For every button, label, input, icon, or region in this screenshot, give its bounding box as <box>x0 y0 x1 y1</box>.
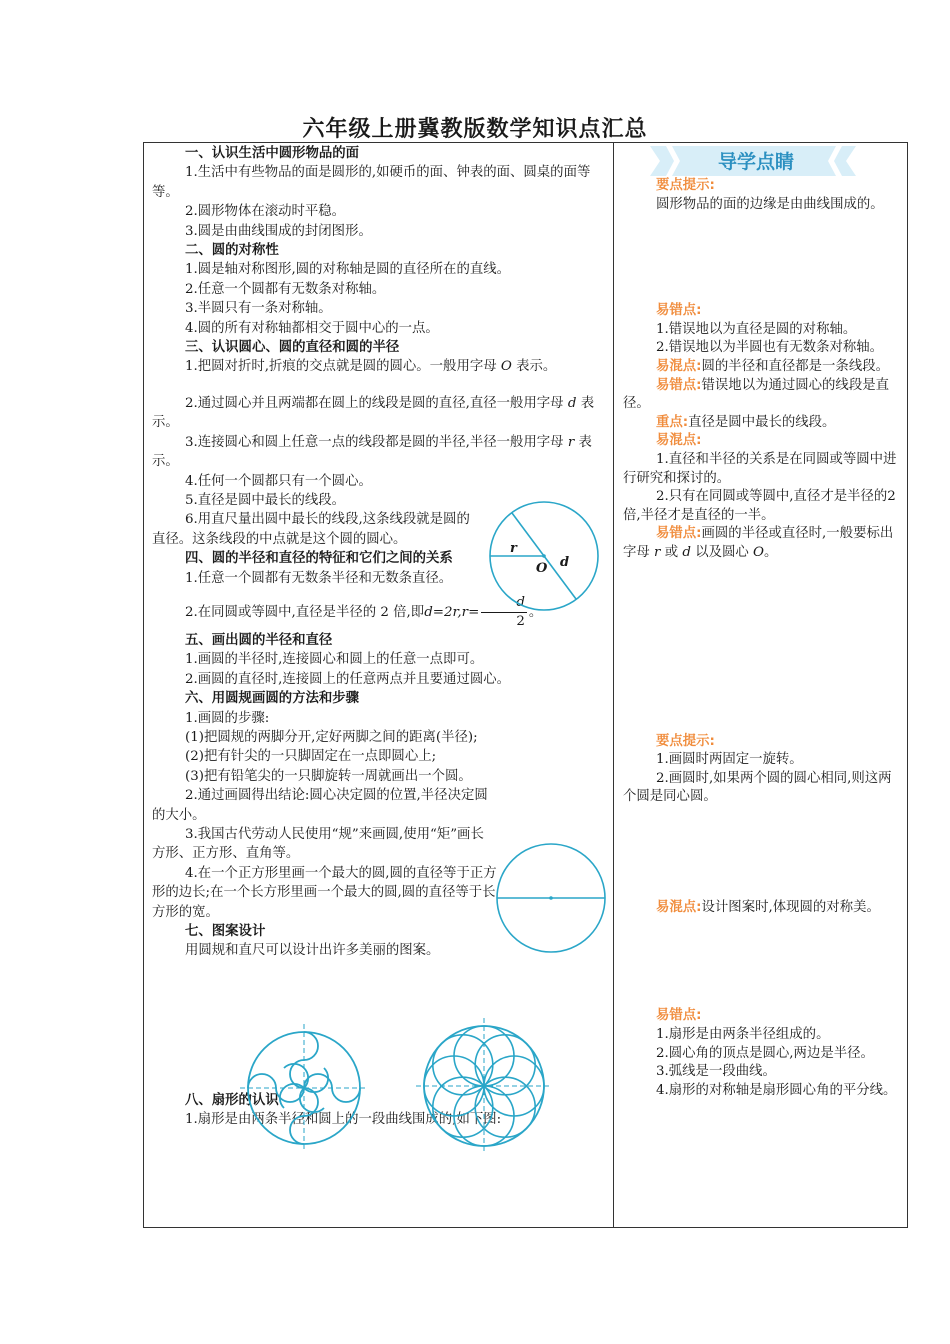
note-text: 1.画圆时两固定一旋转。 <box>656 752 803 768</box>
note-text: 1.错误地以为直径是圆的对称轴。 <box>656 321 857 337</box>
note-text: 重点:直径是圆中最长的线段。 <box>656 414 836 430</box>
section-1-heading: 一、认识生活中圆形物品的面 <box>185 146 360 161</box>
note-text: 易混点:圆的半径和直径都是一条线段。 <box>656 358 889 374</box>
section-4-heading: 四、圆的半径和直径的特征和它们之间的关系 <box>185 551 453 567</box>
note-text: 易错点:画圆的半径或直径时,一般要标出字母 r 或 d 以及圆心 O。 <box>623 526 894 560</box>
para: 1.画圆的半径时,连接圆心和圆上的任意一点即可。 <box>185 652 484 668</box>
para: 3.我国古代劳动人民使用“规”来画圆,使用“矩”画长方形、正方形、直角等。 <box>152 827 484 862</box>
note-text: 1.扇形是由两条半径组成的。 <box>656 1027 830 1043</box>
center-dot <box>549 896 553 900</box>
note-text: 2.画圆时,如果两个圆的圆心相同,则这两个圆是同心圆。 <box>623 770 892 805</box>
para: 1.画圆的步骤: <box>185 710 270 726</box>
note-tag: 易错点: <box>656 303 702 319</box>
note-tag: 要点提示: <box>656 178 715 193</box>
para: 1.把圆对折时,折痕的交点就是圆的圆心。一般用字母 O 表示。 <box>185 359 557 375</box>
note-text: 圆形物品的面的边缘是由曲线围成的。 <box>656 196 884 212</box>
section-8-heading: 八、扇形的认识 <box>185 1092 279 1108</box>
para: 2.任意一个圆都有无数条对称轴。 <box>185 281 386 297</box>
para: 1.生活中有些物品的面是圆形的,如硬币的面、钟表的面、圆桌的面等等。 <box>152 165 591 200</box>
para: 2.通过圆心并且两端都在圆上的线段是圆的直径,直径一般用字母 d 表示。 <box>152 395 595 431</box>
para: 3.圆是由曲线围成的封闭图形。 <box>185 223 372 239</box>
note-text: 2.错误地以为半圆也有无数条对称轴。 <box>656 340 884 356</box>
para: 4.任何一个圆都只有一个圆心。 <box>185 473 372 489</box>
circle-radius-diameter-figure <box>488 500 602 614</box>
para: 1.任意一个圆都有无数条半径和无数条直径。 <box>185 570 453 586</box>
column-divider <box>613 142 614 1228</box>
rosette-pattern-figure <box>414 1016 554 1156</box>
step: (3)把有铅笔尖的一只脚旋转一周就画出一个圆。 <box>185 768 472 784</box>
note-text: 2.只有在同圆或等圆中,直径才是半径的2倍,半径才是直径的一半。 <box>623 489 896 523</box>
main-column <box>152 144 607 1130</box>
banner-title: 导学点睛 <box>717 151 795 173</box>
section-2-heading: 二、圆的对称性 <box>185 243 279 259</box>
para: 2.圆形物体在滚动时平稳。 <box>185 204 346 220</box>
page-title: 六年级上册冀教版数学知识点汇总 <box>302 117 648 142</box>
note-text: 3.弧线是一段曲线。 <box>656 1064 776 1080</box>
note-text: 易错点:错误地以为通过圆心的线段是直径。 <box>623 377 889 412</box>
label-r: r <box>510 541 517 556</box>
para: 1.扇形是由两条半径和圆上的一段曲线围成的,如下图: <box>185 1112 502 1128</box>
para: 1.圆是轴对称图形,圆的对称轴是圆的直径所在的直线。 <box>185 262 511 278</box>
guide-column <box>623 144 899 1100</box>
note-tag: 易错点: <box>656 1008 702 1024</box>
para: 4.在一个正方形里画一个最大的圆,圆的直径等于正方形的边长;在一个长方形里画一个最大的圆,圆的直径等于长方形的宽。 <box>152 865 497 920</box>
section-7-heading: 七、图案设计 <box>185 924 266 940</box>
circle-diameter-figure <box>495 842 607 954</box>
para: 3.连接圆心和圆上任意一点的线段都是圆的半径,半径一般用字母 r 表示。 <box>152 434 592 470</box>
para: 用圆规和直尺可以设计出许多美丽的图案。 <box>185 943 440 959</box>
fraction: $\frac{d}{2}$ <box>481 594 527 631</box>
note-tag: 易混点: <box>656 433 702 449</box>
swirl-pattern-figure <box>238 1022 370 1154</box>
step: (2)把有针尖的一只脚固定在一点即圆心上; <box>185 749 437 765</box>
label-d: d <box>560 555 570 570</box>
para: 3.半圆只有一条对称轴。 <box>185 301 332 317</box>
step: (1)把圆规的两脚分开,定好两脚之间的距离(半径); <box>185 729 478 745</box>
para: 2.画圆的直径时,连接圆上的任意两点并且要通过圆心。 <box>185 671 511 687</box>
note-text: 1.直径和半径的关系是在同圆或等圆中进行研究和探讨的。 <box>623 451 897 486</box>
formula-para: 2.在同圆或等圆中,直径是半径的 2 倍,即d=2r,r= $\frac{d}{2}$ 。 <box>185 594 543 629</box>
center-dot <box>542 554 546 558</box>
section-6-heading: 六、用圆规画圆的方法和步骤 <box>185 691 360 707</box>
note-text: 2.圆心角的顶点是圆心,两边是半径。 <box>656 1045 874 1061</box>
note-tag: 要点提示: <box>656 733 715 749</box>
para: 4.圆的所有对称轴都相交于圆中心的一点。 <box>185 320 439 336</box>
para: 2.通过画圆得出结论:圆心决定圆的位置,半径决定圆的大小。 <box>152 788 488 823</box>
section-3-heading: 三、认识圆心、圆的直径和圆的半径 <box>185 340 400 356</box>
note-text: 易混点:设计图案时,体现圆的对称美。 <box>656 899 880 915</box>
note-text: 4.扇形的对称轴是扇形圆心角的平分线。 <box>656 1082 897 1098</box>
para: 6.用直尺量出圆中最长的线段,这条线段就是圆的直径。这条线段的中点就是这个圆的圆心。 <box>152 512 470 547</box>
section-5-heading: 五、画出圆的半径和直径 <box>185 632 333 648</box>
para: 5.直径是圆中最长的线段。 <box>185 492 346 508</box>
label-o: O <box>536 561 548 576</box>
